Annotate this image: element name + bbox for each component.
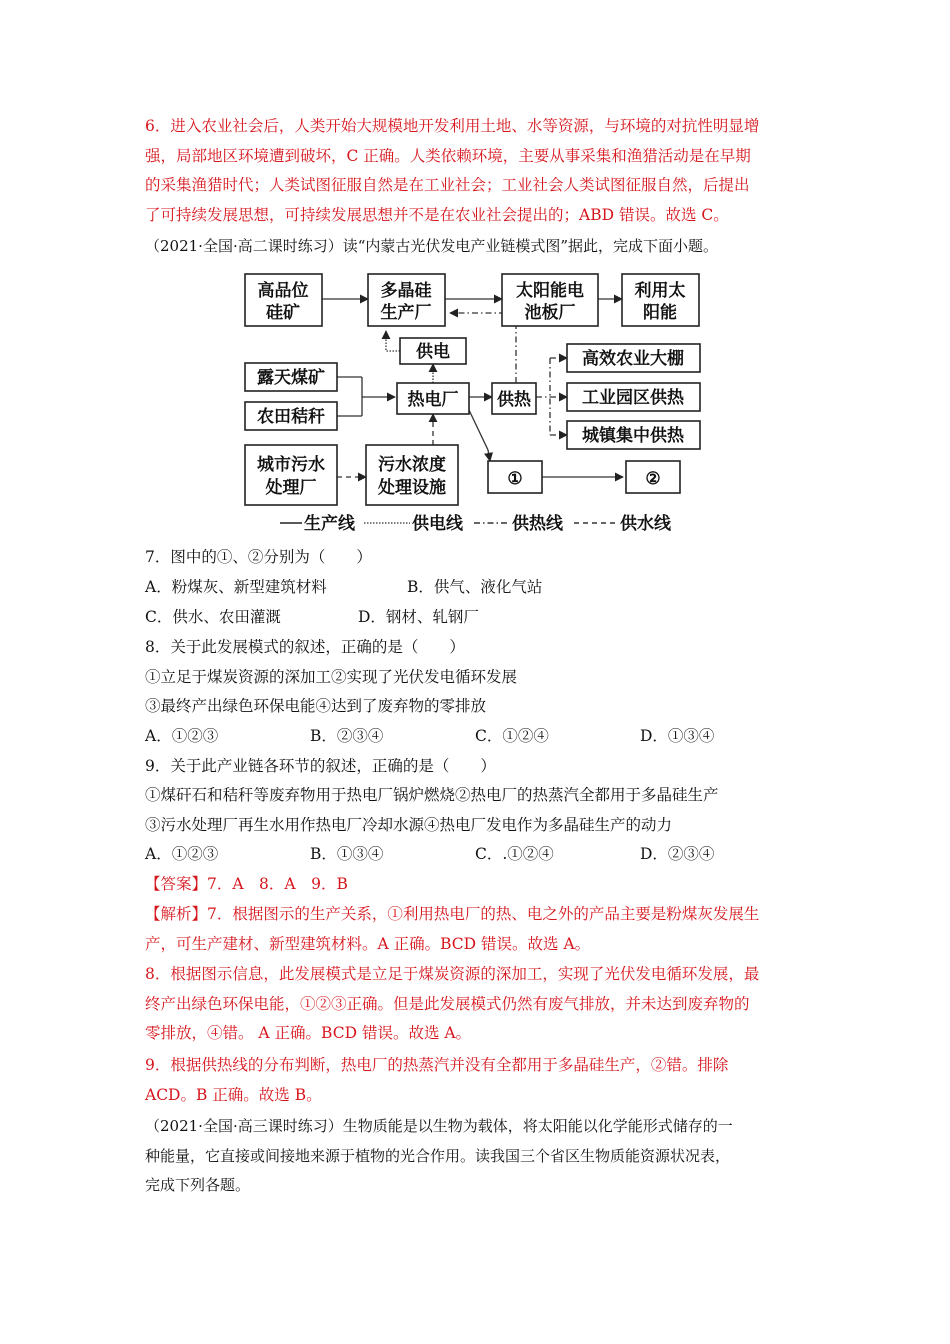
q6-line-1: 6．进入农业社会后，人类开始大规模地开发利用土地、水等资源，与环境的对抗性明显增: [145, 117, 760, 135]
q6-line-4: 了可持续发展思想，可持续发展思想并不是在农业社会提出的；ABD 错误。故选 C。: [145, 205, 729, 224]
label-coal-mine: 露天煤矿: [257, 368, 325, 388]
q9-statements-1: ①煤矸石和秸秆等废弃物用于热电厂锅炉燃烧②热电厂的热蒸汽全都用于多晶硅生产: [145, 786, 719, 804]
q9-option-b: B．①③④: [310, 845, 384, 863]
label-solar-panel-2: 池板厂: [524, 303, 576, 323]
label-product-1: ①: [507, 469, 523, 489]
q7-option-a: A．粉煤灰、新型建筑材料: [145, 578, 327, 596]
q8-statements-1: ①立足于煤炭资源的深加工②实现了光伏发电循环发展: [145, 668, 518, 686]
label-sewage-plant-2: 处理厂: [265, 478, 317, 498]
q9-stem: 9．关于此产业链各环节的叙述，正确的是（ ）: [145, 757, 496, 775]
label-thermal-plant: 热电厂: [407, 390, 459, 410]
intro2-line-2: 种能量，它直接或间接地来源于植物的光合作用。读我国三个省区生物质能资源状况表，: [145, 1146, 731, 1165]
q6-line-3: 的采集渔猎时代；人类试图征服自然是在工业社会；工业社会人类试图征服自然，后提出: [145, 176, 750, 194]
q9-statements-2: ③污水处理厂再生水用作热电厂冷却水源④热电厂发电作为多晶硅生产的动力: [145, 816, 673, 834]
label-use-solar-2: 阳能: [643, 303, 677, 323]
q7-option-b: B．供气、液化气站: [407, 578, 543, 596]
label-use-solar-1: 利用太: [634, 281, 686, 301]
label-silicon-mine-2: 硅矿: [266, 303, 300, 323]
q7-options-row-1: [145, 573, 815, 603]
analysis-q9-line-2: ACD。B 正确。故选 B。: [145, 1085, 322, 1104]
analysis-q8: [145, 960, 815, 1049]
label-sewage-facility-1: 污水浓度: [378, 455, 446, 475]
diagram-legend: [280, 513, 672, 534]
label-polysilicon-1: 多晶硅: [380, 281, 432, 301]
legend-heat-label: 供热线: [512, 514, 563, 534]
q7-options-row-2: [145, 603, 815, 633]
q9-option-a: A．①②③: [145, 845, 219, 863]
label-silicon-mine-1: 高品位: [257, 281, 309, 301]
label-straw: 农田秸秆: [257, 407, 325, 427]
analysis-q9: [145, 1051, 815, 1110]
label-solar-panel-1: 太阳能电: [516, 281, 584, 301]
q9-option-c: C．.①②④: [475, 845, 554, 863]
q8-option-b: B．②③④: [310, 727, 384, 745]
q7-option-c: C．供水、农田灌溉: [145, 608, 281, 626]
q8-option-a: A．①②③: [145, 727, 219, 745]
q7-stem: 7．图中的①、②分别为（ ）: [145, 548, 372, 566]
analysis-q7-line-1: 【解析】7．根据图示的生产关系，①利用热电厂的热、电之外的产品主要是粉煤灰发展生: [145, 905, 760, 923]
label-product-2: ②: [645, 469, 661, 489]
q8-stem: 8．关于此发展模式的叙述，正确的是（ ）: [145, 638, 465, 656]
label-greenhouse: 高效农业大棚: [582, 349, 684, 369]
label-sewage-plant-1: 城市污水: [257, 455, 325, 475]
q8-option-d: D．①③④: [640, 727, 715, 745]
industry-chain-diagram: [240, 265, 710, 537]
analysis-q9-line-1: 9．根据供热线的分布判断，热电厂的热蒸汽并没有全都用于多晶硅生产，②错。排除: [145, 1056, 729, 1074]
label-power-supply: 供电: [416, 342, 450, 362]
line-thermal-to-product1: [469, 410, 490, 461]
label-heat-supply: 供热: [497, 390, 531, 410]
q9-options: [145, 840, 815, 870]
intro2-line-3: 完成下列各题。: [145, 1176, 251, 1194]
line-power-to-polysilicon: [386, 331, 400, 351]
q7-option-d: D．钢材、轧钢厂: [358, 608, 479, 626]
q6-line-2: 强，局部地区环境遭到破坏，C 正确。人类依赖环境，主要从事采集和渔猎活动是在早期: [145, 146, 751, 165]
label-industrial-heat: 工业园区供热: [582, 388, 684, 408]
q8-options: [145, 722, 815, 752]
label-polysilicon-2: 生产厂: [380, 303, 432, 323]
answer-line: 【答案】7．A 8．A 9．B: [145, 875, 348, 893]
analysis-q8-line-2: 终产出绿色环保电能，①②③正确。但是此发展模式仍然有废气排放，并未达到废弃物的: [145, 994, 750, 1013]
analysis-q8-line-3: 零排放，④错。 A 正确。BCD 错误。故选 A。: [145, 1024, 472, 1042]
q9-option-d: D．②③④: [640, 845, 715, 863]
label-town-heat: 城镇集中供热: [582, 426, 684, 446]
legend-production-label: 生产线: [304, 514, 355, 534]
q6-explanation: [145, 112, 815, 230]
q8-statements-2: ③最终产出绿色环保电能④达到了废弃物的零排放: [145, 697, 487, 715]
analysis-q7-line-2: 产，可生产建材、新型建筑材料。A 正确。BCD 错误。故选 A。: [145, 934, 591, 953]
analysis-q7: [145, 900, 815, 959]
legend-water-label: 供水线: [620, 514, 671, 534]
label-sewage-facility-2: 处理设施: [378, 478, 446, 498]
intro-question-source-2: [145, 1112, 815, 1201]
intro2-line-1: （2021·全国·高三课时练习）生物质能是以生物为载体，将太阳能以化学能形式储存的一: [145, 1117, 733, 1135]
legend-power-label: 供电线: [412, 514, 463, 534]
analysis-q8-line-1: 8．根据图示信息，此发展模式是立足于煤炭资源的深加工，实现了光伏发电循环发展，最: [145, 965, 760, 983]
intro-question-source-1: （2021·全国·高二课时练习）读“内蒙古光伏发电产业链模式图”据此，完成下面小题。: [145, 237, 719, 255]
q8-option-c: C．①②④: [475, 727, 549, 745]
